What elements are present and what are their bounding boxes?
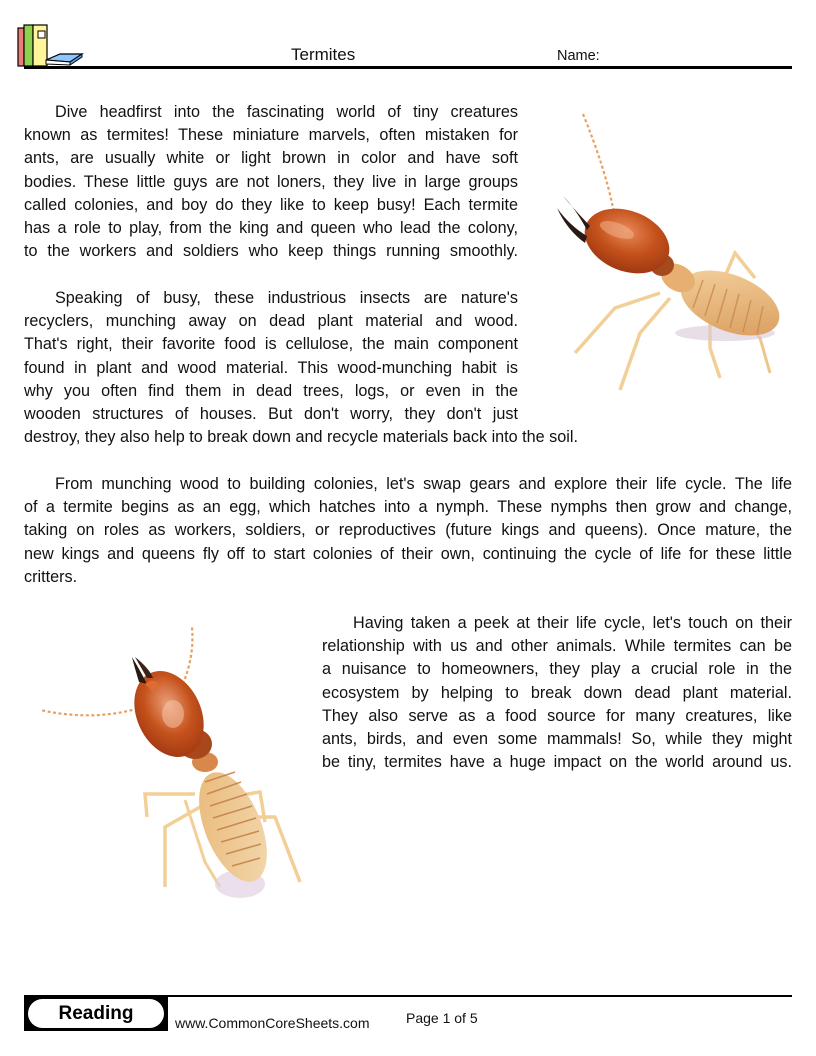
text-line: be tiny, termites have a huge impact on the world around us. [322, 753, 792, 772]
text-line: destroy, they also help to break down and recycle materials back into the soil. [24, 428, 578, 447]
text-line: a nuisance to homeowners, they play a crucial role in the [322, 660, 792, 679]
text-line: called colonies, and boy do they like to keep busy! Each termite [24, 195, 518, 214]
paragraph-1 [24, 101, 518, 263]
worksheet-header [0, 0, 816, 70]
page-indicator: Page 1 of 5 [406, 1010, 478, 1026]
header-divider [24, 66, 792, 69]
text-line: bodies. These little guys are not loners, they live in large groups [24, 172, 518, 191]
text-line: has a role to play, from the king and queen who lead the colony, [24, 218, 518, 237]
termite-soldier-image [545, 108, 790, 393]
name-label: Name: [557, 48, 600, 64]
text-line: From munching wood to building colonies, let's swap gears and explore their life cycle. The life [55, 475, 792, 493]
paragraph-2 [24, 287, 578, 449]
text-line: of a termite begins as an egg, which hatches into a nymph. These nymphs then grow and change, [24, 498, 792, 517]
website-link[interactable]: www.CommonCoreSheets.com [175, 1015, 370, 1031]
paragraph-4 [322, 612, 792, 774]
termite-soldier-image [35, 622, 315, 902]
books-icon [16, 24, 102, 68]
text-line: why you often find them in dead trees, logs, or even in the [24, 381, 518, 400]
text-line: recyclers, munching away on dead plant material and wood. [24, 312, 518, 331]
text-line: wooden structures of houses. But don't worry, they don't just [24, 404, 518, 423]
text-line: They also serve as a food source for many creatures, like [322, 706, 792, 725]
worksheet-title: Termites [291, 45, 356, 64]
text-line: new kings and queens fly off to start colonies of their own, continuing the cycle of life for these little [24, 544, 792, 563]
text-line: known as termites! These miniature marvels, often mistaken for [24, 126, 518, 145]
text-line: found in plant and wood material. This wood-munching habit is [24, 358, 518, 377]
text-line: ecosystem by helping to break down dead plant material. [322, 683, 792, 702]
text-line: That's right, their favorite food is cellulose, the main component [24, 335, 518, 354]
text-line: Having taken a peek at their life cycle, let's touch on their [353, 614, 792, 632]
text-line: taking on roles as workers, soldiers, or reproductives (future kings and queens). Once mature, the [24, 521, 792, 540]
text-line: to the workers and soldiers who keep things running smoothly. [24, 242, 518, 261]
text-line: Speaking of busy, these industrious insects are nature's [55, 289, 518, 307]
text-line: ants, birds, and even some mammals! So, while they might [322, 729, 792, 748]
subject-badge: Reading [28, 999, 164, 1028]
paragraph-3 [24, 473, 792, 589]
text-line: Dive headfirst into the fascinating world of tiny creatures [55, 103, 518, 121]
text-line: relationship with us and other animals. While termites can be [322, 637, 792, 656]
text-line: critters. [24, 567, 78, 586]
text-line: ants, are usually white or light brown in color and have soft [24, 149, 518, 168]
